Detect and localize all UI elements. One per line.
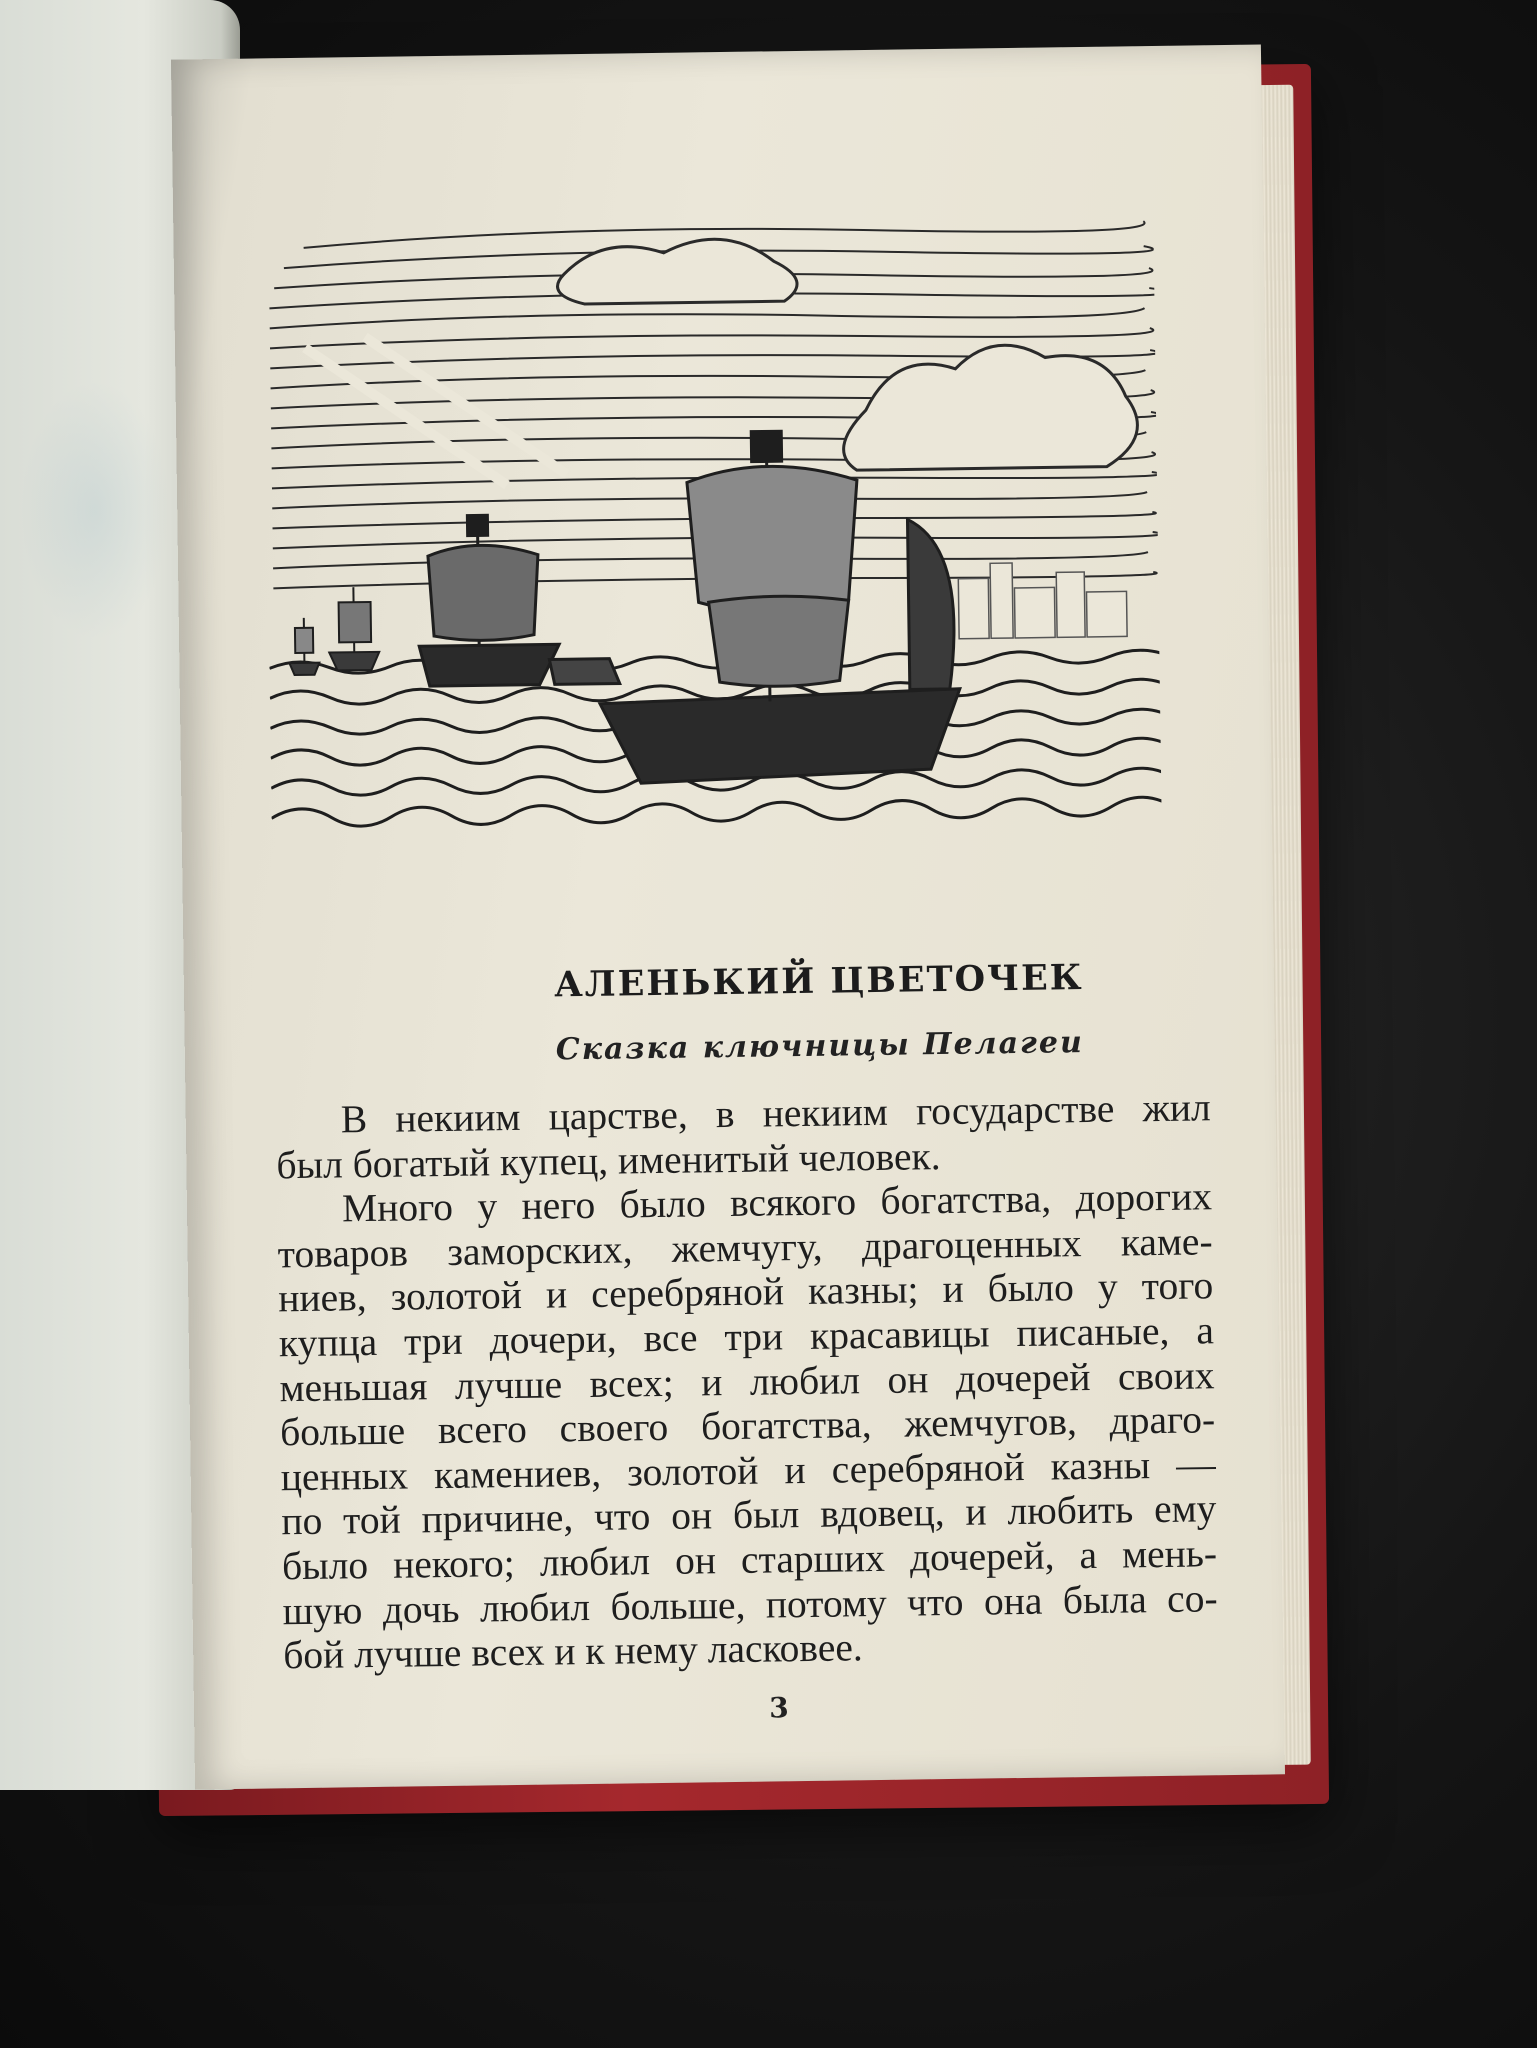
page-number: 3 xyxy=(769,1691,790,1725)
text-line: ценных камениев, золотой и серебряной казны — xyxy=(280,1441,1216,1500)
right-page xyxy=(171,44,1285,1789)
text-line: В некиим царстве, в некиим государстве жил xyxy=(340,1085,1212,1142)
text-line: купца три дочери, все три красавицы писаные, а xyxy=(278,1308,1215,1366)
text-line: был богатый купец, именитый человек. xyxy=(276,1133,941,1187)
text-line: меньшая лучше всех; и любил он дочерей своих xyxy=(279,1352,1215,1410)
text-line: больше всего своего богатства, жемчугов, драго- xyxy=(279,1397,1216,1455)
text-line: Много у него было всякого богатства, дорогих xyxy=(341,1174,1213,1231)
chapter-title: АЛЕНЬКИЙ ЦВЕТОЧЕК xyxy=(553,957,1084,1006)
text-line: шую дочь любил больше, потому что она была со- xyxy=(282,1575,1218,1633)
text-line: товаров заморских, жемчугу, драгоценных каме- xyxy=(277,1219,1213,1277)
left-page-stain xyxy=(20,380,170,640)
text-line: бой лучше всех и к нему ласковее. xyxy=(282,1625,864,1678)
ships-illustration xyxy=(263,176,1162,848)
text-line: по той причине, что он был вдовец, и любить ему xyxy=(281,1486,1217,1544)
text-line: было некого; любил он старших дочерей, а мень- xyxy=(281,1531,1218,1589)
body-text xyxy=(275,1085,1218,1678)
chapter-subtitle: Сказка ключницы Пелагеи xyxy=(555,1025,1085,1068)
text-line: ниев, золотой и серебряной казны; и было у того xyxy=(277,1263,1214,1321)
